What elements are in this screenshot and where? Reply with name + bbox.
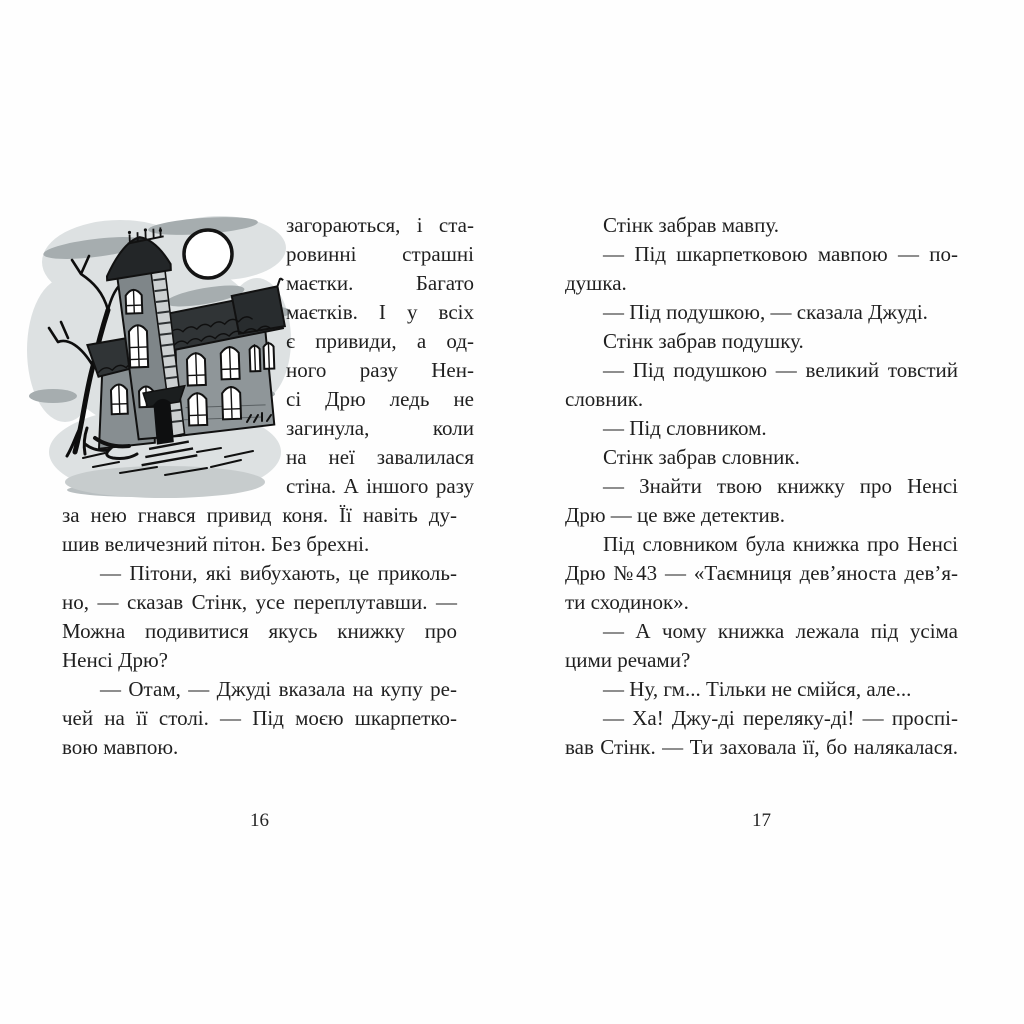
text-line: вав Стінк. — Ти заховала її, бо налякалася. (565, 735, 958, 759)
haunted-house-illustration (25, 190, 295, 510)
text-line: словник. (565, 387, 644, 411)
text-line: загинула, коли (286, 416, 474, 440)
text-line: на неї завалилася (286, 445, 474, 469)
left-page-text (62, 501, 457, 762)
text-line: Ненсі Дрю? (62, 648, 168, 672)
text-line: Стінк забрав подушку. (603, 329, 804, 353)
text-line: чей на її столі. — Під моєю шкарпетко- (62, 706, 457, 730)
text-line: маєтків. І у всіх (286, 300, 474, 324)
text-line: Дрю №43 — «Таємниця дев’яноста дев’я- (565, 561, 958, 585)
moon (184, 230, 232, 278)
text-line: — Ну, гм... Тільки не смійся, але... (603, 677, 912, 701)
text-line: цими речами? (565, 648, 691, 672)
text-line: за нею гнався привид коня. Її навіть ду- (62, 503, 457, 527)
text-line: Під словником була книжка про Ненсі (603, 532, 958, 556)
right-page-text (565, 211, 958, 762)
text-line: ти сходинок». (565, 590, 689, 614)
text-line: Дрю — це вже детектив. (565, 503, 785, 527)
text-line: — Під подушкою, — сказала Джуді. (603, 300, 928, 324)
text-line: — Знайти твою книжку про Ненсі (603, 474, 958, 498)
text-line: маєтки. Багато (286, 271, 474, 295)
text-line: загораються, і ста- (286, 213, 474, 237)
text-line: стіна. А іншого разу (286, 474, 474, 498)
text-line: — Пітони, які вибухають, це приколь- (100, 561, 457, 585)
text-line: — Під словником. (603, 416, 767, 440)
text-line: Стінк забрав словник. (603, 445, 800, 469)
text-line: Стінк забрав мавпу. (603, 213, 779, 237)
text-line: ровинні страшні (286, 242, 474, 266)
text-line: — Ха! Джу-ді переляку-ді! — проспі- (603, 706, 958, 730)
text-line: Можна подивитися якусь книжку про (62, 619, 457, 643)
text-line: ного разу Нен- (286, 358, 474, 382)
text-line: шив величезний пітон. Без брехні. (62, 532, 370, 556)
text-line: сі Дрю ледь не (286, 387, 474, 411)
text-line: вою мавпою. (62, 735, 179, 759)
text-line: — Під подушкою — великий товстий (603, 358, 958, 382)
page-number-left: 16 (250, 810, 269, 831)
text-line: но, — сказав Стінк, усе переплутавши. — (62, 590, 457, 614)
left-page-wrapped-text (286, 211, 474, 501)
text-line: душка. (565, 271, 627, 295)
page-number-right: 17 (752, 810, 771, 831)
text-line: є привиди, а од- (286, 329, 474, 353)
ground-shadow (65, 466, 265, 498)
text-line: — Отам, — Джуді вказала на купу ре- (100, 677, 457, 701)
text-line: — Під шкарпетковою мавпою — по- (603, 242, 958, 266)
text-line: — А чому книжка лежала під усіма (603, 619, 958, 643)
